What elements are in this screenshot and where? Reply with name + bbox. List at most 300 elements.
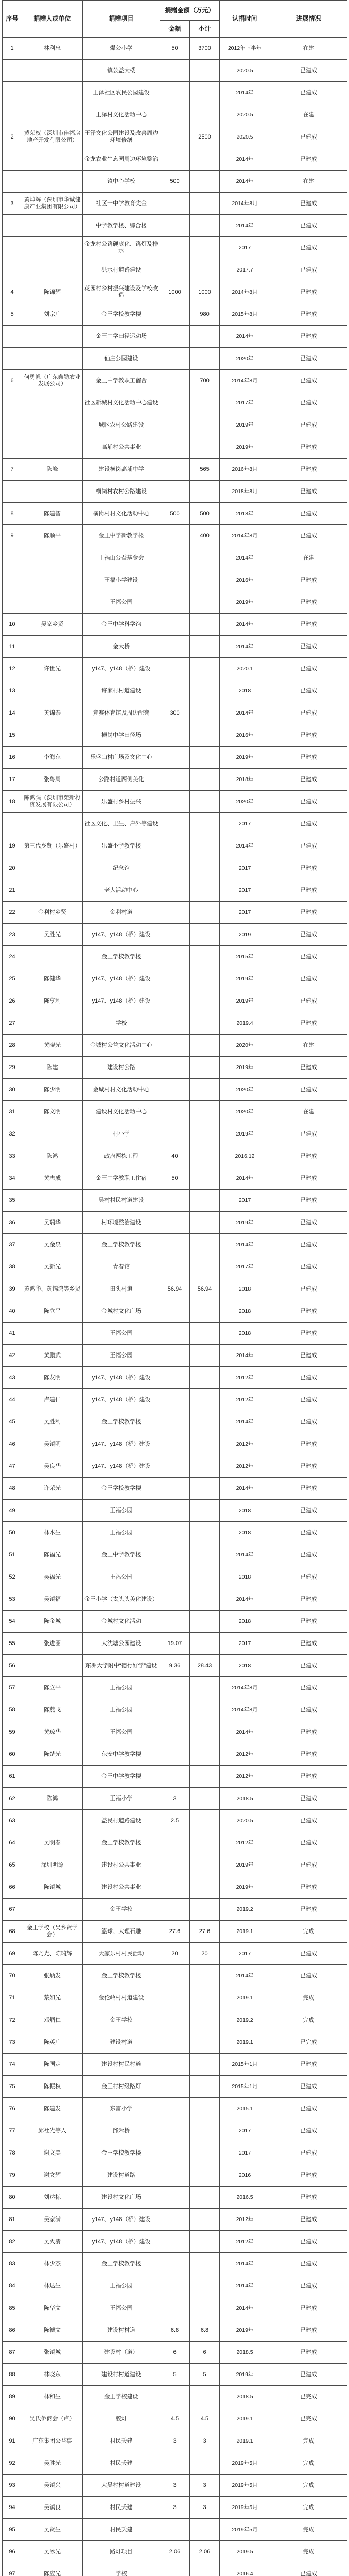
row-subtotal — [190, 2142, 220, 2164]
row-time: 2019.1 — [220, 1987, 270, 2009]
row-amount — [160, 547, 190, 569]
row-project: 中学教学楼、综合楼 — [83, 215, 160, 237]
row-number: 14 — [3, 702, 22, 724]
row-project: y147、y148（桥）建设 — [83, 1455, 160, 1478]
row-amount — [160, 1389, 190, 1411]
row-donor: 刘达标 — [22, 2187, 83, 2209]
row-donor — [22, 215, 83, 237]
row-number — [3, 348, 22, 370]
row-number: 74 — [3, 2054, 22, 2076]
row-status: 已建成 — [270, 1256, 347, 1278]
row-subtotal — [190, 82, 220, 104]
row-subtotal — [190, 1743, 220, 1766]
table-row — [3, 547, 347, 569]
row-subtotal: 3700 — [190, 38, 220, 60]
row-time: 2014年 — [220, 2275, 270, 2297]
row-project: 村民夭建 — [83, 2452, 160, 2475]
row-donor — [22, 591, 83, 614]
header-amount: 金额 — [160, 21, 190, 38]
table-row — [3, 1167, 347, 1190]
row-time: 2014年8月 — [220, 525, 270, 547]
row-time: 2018年 — [220, 503, 270, 525]
row-subtotal — [190, 1677, 220, 1699]
row-time: 2020年 — [220, 791, 270, 813]
row-project: 王福小学 — [83, 1788, 160, 1810]
row-number: 31 — [3, 1101, 22, 1123]
row-time: 2017 — [220, 879, 270, 902]
row-amount — [160, 2120, 190, 2142]
row-donor: 陈鸿强（深圳市荣新投资发展有限公司） — [22, 791, 83, 813]
row-project: 乐盛小学教学楼 — [83, 835, 160, 857]
table-row — [3, 2209, 347, 2231]
row-amount — [160, 2142, 190, 2164]
row-donor: 吴火清 — [22, 2231, 83, 2253]
row-number: 24 — [3, 946, 22, 968]
row-amount: 40 — [160, 1145, 190, 1167]
row-subtotal — [190, 1411, 220, 1433]
row-number: 59 — [3, 1721, 22, 1743]
row-amount — [160, 2563, 190, 2576]
row-amount — [160, 1212, 190, 1234]
row-donor: 吴瑞华 — [22, 1212, 83, 1234]
row-project: 路灯项目 — [83, 2541, 160, 2563]
row-number — [3, 326, 22, 348]
row-donor — [22, 148, 83, 171]
row-subtotal: 27.6 — [190, 1921, 220, 1943]
row-status: 已建成 — [270, 1323, 347, 1345]
row-project: y147、y148（桥）建设 — [83, 924, 160, 946]
table-row — [3, 392, 347, 414]
table-row — [3, 1721, 347, 1743]
row-amount — [160, 614, 190, 636]
row-number: 57 — [3, 1677, 22, 1699]
row-subtotal: 3 — [190, 2475, 220, 2497]
row-amount — [160, 680, 190, 702]
row-donor: 深圳明源 — [22, 1854, 83, 1876]
row-time: 2018 — [220, 1278, 270, 1300]
row-project: 村民夭建 — [83, 2497, 160, 2519]
row-status: 已建成 — [270, 1190, 347, 1212]
row-status: 在建 — [270, 38, 347, 60]
row-time: 2020.5 — [220, 126, 270, 148]
row-donor — [22, 1123, 83, 1145]
row-amount — [160, 1079, 190, 1101]
row-time: 2017 — [220, 857, 270, 879]
row-number: 2 — [3, 126, 22, 148]
row-subtotal: 6.8 — [190, 2319, 220, 2342]
row-subtotal — [190, 724, 220, 747]
row-project: 高埔村公共事业 — [83, 436, 160, 459]
row-donor: 何勇帆（广东鑫勤农业发展公司） — [22, 370, 83, 392]
row-number: 35 — [3, 1190, 22, 1212]
table-row — [3, 636, 347, 658]
row-donor: 许荣光 — [22, 1478, 83, 1500]
row-number — [3, 591, 22, 614]
row-subtotal — [190, 1035, 220, 1057]
row-subtotal — [190, 392, 220, 414]
row-project: 洪水村道路建设 — [83, 259, 160, 281]
row-subtotal — [190, 193, 220, 215]
row-project: 邱禾桥 — [83, 2120, 160, 2142]
row-subtotal — [190, 348, 220, 370]
row-time: 2014年 — [220, 1345, 270, 1367]
table-row — [3, 1411, 347, 1433]
row-status: 已建成 — [270, 680, 347, 702]
row-amount — [160, 1766, 190, 1788]
row-number: 81 — [3, 2209, 22, 2231]
row-subtotal — [190, 436, 220, 459]
table-row — [3, 813, 347, 835]
row-number: 37 — [3, 1234, 22, 1256]
row-status: 已建成 — [270, 968, 347, 990]
table-row — [3, 2187, 347, 2209]
row-donor — [22, 569, 83, 591]
row-status: 已建成 — [270, 2319, 347, 2342]
row-amount — [160, 370, 190, 392]
row-subtotal — [190, 747, 220, 769]
row-time: 2014年 — [220, 614, 270, 636]
row-time: 2014年 — [220, 1234, 270, 1256]
row-subtotal: 56.94 — [190, 1278, 220, 1300]
row-status: 已完成 — [270, 2408, 347, 2430]
row-subtotal — [190, 2009, 220, 2031]
row-donor: 陈德文 — [22, 2319, 83, 2342]
table-row — [3, 924, 347, 946]
row-amount — [160, 1057, 190, 1079]
row-donor: 陈振权 — [22, 2076, 83, 2098]
table-row — [3, 2054, 347, 2076]
row-project: 金大桥 — [83, 636, 160, 658]
table-row — [3, 1123, 347, 1145]
row-donor: 陈建 — [22, 1057, 83, 1079]
row-amount — [160, 2275, 190, 2297]
row-donor: 吴镇福 — [22, 1588, 83, 1611]
row-number: 65 — [3, 1854, 22, 1876]
row-project: 建设村文化广场 — [83, 2187, 160, 2209]
row-status: 已建成 — [270, 2231, 347, 2253]
row-status: 已建成 — [270, 902, 347, 924]
table-row — [3, 968, 347, 990]
table-row — [3, 902, 347, 924]
table-row — [3, 835, 347, 857]
row-donor: 吴家满 — [22, 2209, 83, 2231]
row-status: 已建成 — [270, 215, 347, 237]
row-amount — [160, 126, 190, 148]
row-amount: 6.8 — [160, 2319, 190, 2342]
row-number — [3, 215, 22, 237]
row-time: 2019.1 — [220, 1921, 270, 1943]
row-amount: 6 — [160, 2342, 190, 2364]
row-project: 爆公小学 — [83, 38, 160, 60]
row-time: 2019.1 — [220, 2031, 270, 2054]
row-amount: 20 — [160, 1943, 190, 1965]
row-project: 青春馆 — [83, 1256, 160, 1278]
row-status: 已建成 — [270, 1743, 347, 1766]
row-subtotal — [190, 1611, 220, 1633]
row-number: 17 — [3, 769, 22, 791]
row-number: 56 — [3, 1655, 22, 1677]
table-row — [3, 104, 347, 126]
row-donor: 吴福光 — [22, 1566, 83, 1588]
table-row — [3, 702, 347, 724]
row-amount: 2.06 — [160, 2541, 190, 2563]
row-amount — [160, 1035, 190, 1057]
row-number: 5 — [3, 303, 22, 326]
row-status: 已建成 — [270, 2076, 347, 2098]
row-time: 2012年 — [220, 1455, 270, 1478]
row-project: 大沈塘公园建设 — [83, 1633, 160, 1655]
row-number: 88 — [3, 2364, 22, 2386]
row-donor: 陈顺平 — [22, 525, 83, 547]
table-row — [3, 879, 347, 902]
table-row — [3, 2452, 347, 2475]
row-amount: 3 — [160, 2497, 190, 2519]
table-row — [3, 436, 347, 459]
row-subtotal: 2500 — [190, 126, 220, 148]
table-row — [3, 1633, 347, 1655]
row-subtotal — [190, 2297, 220, 2319]
table-row — [3, 2120, 347, 2142]
row-donor: 黄焯辉（深圳市华诚健康产业集团有限公司） — [22, 193, 83, 215]
row-status: 已建成 — [270, 1876, 347, 1899]
row-subtotal: 3 — [190, 2430, 220, 2452]
row-time: 2020.1 — [220, 658, 270, 680]
row-amount — [160, 215, 190, 237]
table-row — [3, 1788, 347, 1810]
row-time: 2017.7 — [220, 259, 270, 281]
row-status: 完成 — [270, 2541, 347, 2563]
row-project: 金王小学（太头头美化建设） — [83, 1588, 160, 1611]
row-donor: 广东集团公益事 — [22, 2430, 83, 2452]
row-status: 已建成 — [270, 436, 347, 459]
row-time: 2015.1 — [220, 2098, 270, 2120]
row-donor — [22, 1899, 83, 1921]
row-amount — [160, 1677, 190, 1699]
row-donor: 黄鹏武 — [22, 1345, 83, 1367]
row-number — [3, 481, 22, 503]
row-amount: 50 — [160, 1167, 190, 1190]
row-project: 社区一中学教育奖金 — [83, 193, 160, 215]
row-subtotal — [190, 680, 220, 702]
row-time: 2020.5 — [220, 104, 270, 126]
row-time: 2020.5 — [220, 60, 270, 82]
row-status: 已建成 — [270, 1278, 347, 1300]
table-row — [3, 2408, 347, 2430]
row-amount — [160, 2076, 190, 2098]
row-donor: 吴贤生 — [22, 2519, 83, 2541]
row-subtotal — [190, 658, 220, 680]
table-row — [3, 591, 347, 614]
row-amount — [160, 1012, 190, 1035]
row-number: 60 — [3, 1743, 22, 1766]
row-amount — [160, 2098, 190, 2120]
row-time: 2018 — [220, 1566, 270, 1588]
row-donor: 谢文美 — [22, 2142, 83, 2164]
table-row — [3, 193, 347, 215]
row-status: 在建 — [270, 104, 347, 126]
row-status: 已建成 — [270, 1145, 347, 1167]
row-number: 78 — [3, 2142, 22, 2164]
table-header-row — [3, 1, 347, 21]
row-donor — [22, 813, 83, 835]
row-subtotal — [190, 1256, 220, 1278]
row-project: 金龙村公路硬底化、路灯及排水 — [83, 237, 160, 259]
row-status: 已建成 — [270, 2187, 347, 2209]
row-project: 金王学校教学楼 — [83, 1965, 160, 1987]
row-project: 老人活动中心 — [83, 879, 160, 902]
row-project: 竞赛体育馆及周边配套 — [83, 702, 160, 724]
row-number: 45 — [3, 1411, 22, 1433]
row-donor — [22, 879, 83, 902]
row-donor: 吴镇明 — [22, 1433, 83, 1455]
row-donor: 陈乃光、陈瑞辉 — [22, 1943, 83, 1965]
row-donor: 陈峰 — [22, 459, 83, 481]
row-time: 2019 — [220, 924, 270, 946]
row-time: 2014年8月 — [220, 281, 270, 303]
row-amount — [160, 2054, 190, 2076]
row-project: 镇公益大楼 — [83, 60, 160, 82]
row-status: 已建成 — [270, 946, 347, 968]
row-status: 已建成 — [270, 1899, 347, 1921]
row-donor — [22, 326, 83, 348]
row-donor: 林木生 — [22, 1522, 83, 1544]
row-time: 2012年 — [220, 1743, 270, 1766]
table-row — [3, 237, 347, 259]
table-row — [3, 414, 347, 436]
row-project: 建设村道 — [83, 2031, 160, 2054]
row-donor: 陈建发 — [22, 2098, 83, 2120]
row-amount — [160, 2031, 190, 2054]
row-project: 建设村道路 — [83, 2164, 160, 2187]
row-project: 金城村公益文化活动中心 — [83, 1035, 160, 1057]
row-number: 58 — [3, 1699, 22, 1721]
row-donor: 第三代乡贤（乐盛村） — [22, 835, 83, 857]
row-donor: 黄晓光 — [22, 1035, 83, 1057]
row-status: 完成 — [270, 2497, 347, 2519]
row-subtotal — [190, 171, 220, 193]
table-row — [3, 1832, 347, 1854]
row-amount — [160, 1522, 190, 1544]
table-row — [3, 1854, 347, 1876]
row-number: 42 — [3, 1345, 22, 1367]
row-donor: 谢文辉 — [22, 2164, 83, 2187]
row-donor: 吴明春 — [22, 1832, 83, 1854]
row-time: 2012年 — [220, 1766, 270, 1788]
row-project: 金王村村级路灯 — [83, 2076, 160, 2098]
row-status: 在建 — [270, 547, 347, 569]
table-row — [3, 747, 347, 769]
row-project: 金王学校教学楼 — [83, 2253, 160, 2275]
row-project: y147、y148（桥）建设 — [83, 1367, 160, 1389]
row-status: 完成 — [270, 2430, 347, 2452]
row-time: 2016年 — [220, 569, 270, 591]
row-time: 2014年 — [220, 2297, 270, 2319]
row-project: 金王学校教学楼 — [83, 1234, 160, 1256]
table-row — [3, 281, 347, 303]
row-donor: 陈鸿 — [22, 1145, 83, 1167]
row-status: 已建成 — [270, 569, 347, 591]
row-time: 2019年 — [220, 968, 270, 990]
row-number: 44 — [3, 1389, 22, 1411]
row-project: 东洲大学附中“德行好学”建设 — [83, 1655, 160, 1677]
row-donor: 陈福光 — [22, 1544, 83, 1566]
row-time: 2014年 — [220, 702, 270, 724]
row-time: 2018 — [220, 1611, 270, 1633]
row-status: 已建成 — [270, 1123, 347, 1145]
row-status: 已建成 — [270, 1367, 347, 1389]
row-number: 6 — [3, 370, 22, 392]
row-number: 54 — [3, 1611, 22, 1633]
row-donor — [22, 414, 83, 436]
row-number: 30 — [3, 1079, 22, 1101]
row-subtotal — [190, 2054, 220, 2076]
row-project: 王福公园 — [83, 1522, 160, 1544]
table-row — [3, 724, 347, 747]
row-amount — [160, 1832, 190, 1854]
row-project: 金王中学教职工宿舍 — [83, 370, 160, 392]
row-status: 已建成 — [270, 1455, 347, 1478]
row-number: 19 — [3, 835, 22, 857]
row-subtotal: 400 — [190, 525, 220, 547]
row-donor: 吴镇兴 — [22, 2475, 83, 2497]
row-status: 已建成 — [270, 747, 347, 769]
row-number — [3, 436, 22, 459]
row-number: 91 — [3, 2430, 22, 2452]
row-status: 已建成 — [270, 1655, 347, 1677]
row-project: 城区农村公路建设 — [83, 414, 160, 436]
row-subtotal — [190, 2275, 220, 2297]
row-subtotal — [190, 215, 220, 237]
row-amount — [160, 1123, 190, 1145]
row-number: 89 — [3, 2386, 22, 2408]
table-row — [3, 1012, 347, 1035]
row-subtotal — [190, 1234, 220, 1256]
row-status: 已建成 — [270, 60, 347, 82]
row-amount — [160, 924, 190, 946]
row-subtotal — [190, 1167, 220, 1190]
row-amount — [160, 259, 190, 281]
table-row — [3, 1943, 347, 1965]
row-subtotal: 1000 — [190, 281, 220, 303]
row-status: 已建成 — [270, 591, 347, 614]
row-status: 已建成 — [270, 237, 347, 259]
row-number: 40 — [3, 1300, 22, 1323]
row-status: 已建成 — [270, 1411, 347, 1433]
row-donor — [22, 1323, 83, 1345]
table-row — [3, 82, 347, 104]
row-subtotal — [190, 2519, 220, 2541]
row-status: 完成 — [270, 2452, 347, 2475]
row-amount — [160, 769, 190, 791]
table-row — [3, 2098, 347, 2120]
row-donor — [22, 1766, 83, 1788]
row-amount — [160, 326, 190, 348]
row-time: 2019年 — [220, 2364, 270, 2386]
row-time: 2019年 — [220, 990, 270, 1012]
row-amount — [160, 82, 190, 104]
row-number: 38 — [3, 1256, 22, 1278]
row-status: 已建成 — [270, 1522, 347, 1544]
row-time: 2017 — [220, 1190, 270, 1212]
row-project: 金城村文化活动 — [83, 1611, 160, 1633]
table-row — [3, 2519, 347, 2541]
row-amount — [160, 1345, 190, 1367]
row-amount — [160, 1190, 190, 1212]
row-subtotal — [190, 1965, 220, 1987]
row-status: 已建成 — [270, 769, 347, 791]
row-time: 2019年5月 — [220, 2475, 270, 2497]
row-number: 67 — [3, 1899, 22, 1921]
